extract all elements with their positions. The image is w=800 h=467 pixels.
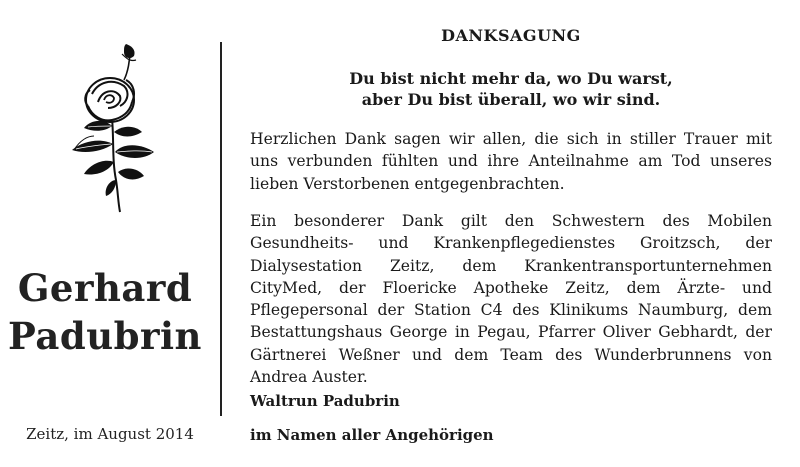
verse-line-1: Du bist nicht mehr da, wo Du warst,: [349, 69, 673, 88]
verse-line-2: aber Du bist überall, wo wir sind.: [361, 90, 661, 109]
heading: DANKSAGUNG: [441, 26, 581, 45]
signature-name: Waltrun Padubrin: [250, 392, 400, 410]
vertical-divider: [220, 42, 222, 416]
thanks-paragraph-2: Ein besonderer Dank gilt den Schwestern des Mobilen Gesundheits- und Krankenpflegedienstes Groitzsch, der Dialysestation Zeitz, dem Krankentransportunternehmen CityMed, der Floericke Apotheke Zeitz, dem Ärzte- und Pflegepersonal der Station C4 des Klinikums Naumburg, dem Bestattungshaus George in Pegau, Pfarrer Oliver Gebhardt, der Gärtnerei Weßner und dem Team des Wunderbrunnens von Andrea Auster.: [250, 212, 772, 387]
rose-icon: [54, 40, 164, 215]
verse: [250, 68, 772, 110]
place-date: Zeitz, im August 2014: [26, 425, 194, 443]
signature-note: im Namen aller Angehörigen: [250, 426, 494, 444]
deceased-first-name: Gerhard: [17, 266, 193, 310]
deceased-last-name: Padubrin: [8, 314, 202, 358]
thanks-paragraph-1: Herzlichen Dank sagen wir allen, die sich in stiller Trauer mit uns verbunden fühlten und ihre Anteilnahme am Tod unseres lieben Verstorbenen entgegenbrachten.: [250, 130, 772, 193]
left-column: [0, 0, 210, 467]
